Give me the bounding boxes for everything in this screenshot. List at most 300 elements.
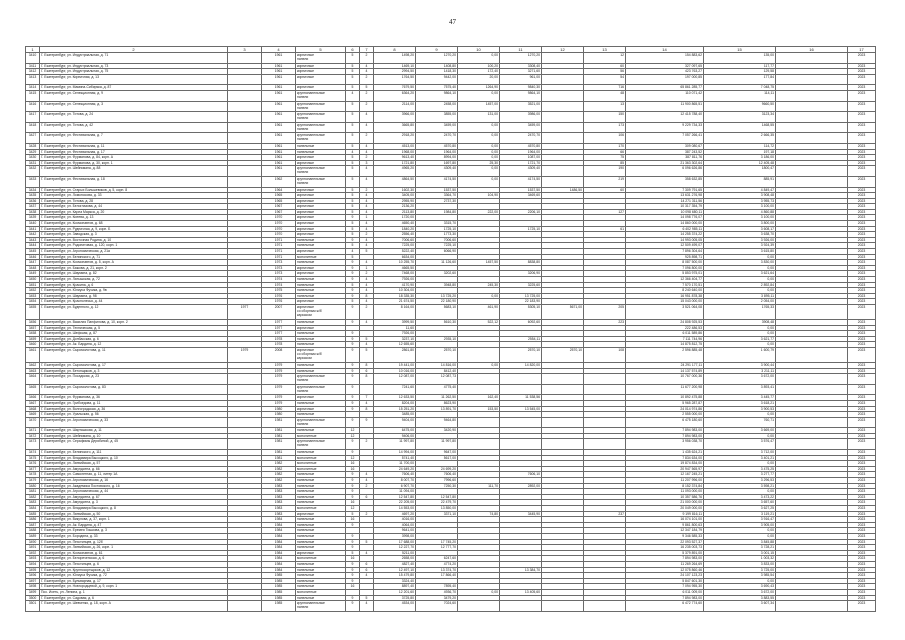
table-cell: 1984 <box>262 528 296 534</box>
table-cell: Г. Екатеринбург, ул. Серафимы Дерябиной, д. 45 <box>40 439 228 450</box>
table-cell: 9 <box>346 271 360 277</box>
table-cell: 1978 <box>262 336 296 342</box>
table-cell: Г. Екатеринбург, ул. Восточная Родина, д. 10 <box>40 237 228 243</box>
table-cell: 21 000 000,00 <box>626 500 704 506</box>
table-cell <box>542 90 584 101</box>
table-cell: 11 094,00 <box>374 489 416 495</box>
table-cell: 1961 <box>262 160 296 166</box>
table-cell: 7 111 744,96 <box>626 336 704 342</box>
table-cell: 0,00 <box>704 578 776 584</box>
table-cell: 14 860 000,00 <box>626 221 704 227</box>
table-cell: 7926,00 <box>374 331 416 337</box>
table-cell: 1 003,32 <box>704 556 776 562</box>
table-cell: 1976 <box>262 299 296 305</box>
table-cell: 2 <box>360 90 374 101</box>
table-cell: 1984 <box>262 539 296 545</box>
table-cell: Г. Екатеринбург, ул. Владимира Высоцкого, д. 10 <box>40 455 228 461</box>
table-cell: Г. Екатеринбург, ул. Старых Большевиков, д. 5, корп. 8 <box>40 187 228 193</box>
table-cell: 7 894 983,00 <box>626 556 704 562</box>
table-cell <box>776 90 848 101</box>
table-cell: 3456 <box>26 319 40 325</box>
table-cell: кирпичные <box>296 550 346 556</box>
table-cell: 2 <box>360 232 374 238</box>
table-cell: 106 <box>584 133 626 144</box>
table-cell: 12 227,70 <box>374 545 416 551</box>
table-cell: 1 <box>360 265 374 271</box>
table-cell: 1984 <box>262 556 296 562</box>
table-cell: 4 <box>360 209 374 215</box>
table-cell: 4 <box>346 149 360 155</box>
table-cell: 4774,20 <box>416 561 458 567</box>
table-cell: 2023 <box>848 198 876 204</box>
table-cell: 1270,20 <box>416 53 458 64</box>
table-cell: 5 <box>346 160 360 166</box>
table-cell: 4 <box>360 221 374 227</box>
table-cell: панельные <box>296 342 346 348</box>
table-cell: 1973 <box>262 271 296 277</box>
table-cell: кирпичные <box>296 406 346 412</box>
table-cell: 1965 <box>262 198 296 204</box>
table-cell <box>542 384 584 395</box>
table-cell: 1979 <box>262 362 296 368</box>
table-cell: 114,72 <box>704 143 776 149</box>
table-cell: 22 180,90 <box>416 299 458 305</box>
table-cell: 6066,90 <box>416 249 458 255</box>
table-cell: 1981 <box>262 450 296 456</box>
table-cell: 4665,50 <box>374 265 416 271</box>
table-cell: 1982 <box>262 472 296 478</box>
table-cell: 19 441,00 <box>374 362 416 368</box>
table-cell: 7 096 800,00 <box>626 265 704 271</box>
table-cell: 4170,90 <box>374 282 416 288</box>
table-cell: 4 860,88 <box>704 209 776 215</box>
table-cell: 0,00 <box>704 533 776 539</box>
table-cell <box>584 384 626 395</box>
table-cell: 1418,30 <box>416 69 458 75</box>
table-cell: 13 850,00 <box>416 506 458 512</box>
table-cell: 1984 <box>262 545 296 551</box>
table-cell: 3 621,77 <box>704 336 776 342</box>
table-cell <box>458 374 500 385</box>
table-cell: 1970 <box>262 232 296 238</box>
table-cell: 1971 <box>262 237 296 243</box>
table-cell: 8897,40 <box>374 584 416 590</box>
table-cell: 1468,55 <box>704 122 776 133</box>
table-cell: 9 <box>346 578 360 584</box>
table-cell: 1979 <box>228 347 262 362</box>
table-cell: Г. Екатеринбург, ул. Белинского, д. 111 <box>40 450 228 456</box>
table-cell: кирпичные <box>296 232 346 238</box>
table-cell: 8838,80 <box>500 260 542 266</box>
table-cell: 5 <box>360 249 374 255</box>
table-cell: 2556,40 <box>374 232 416 238</box>
table-cell <box>500 417 542 428</box>
table-cell: Г. Екатеринбург, ул. Фестивальная, д. 11 <box>40 143 228 149</box>
table-cell: 0,00 <box>458 293 500 299</box>
table-cell: 3 672,00 <box>704 374 776 385</box>
table-cell: 2023 <box>848 63 876 69</box>
table-cell: 309 080,67 <box>626 143 704 149</box>
table-cell: 2023 <box>848 166 876 177</box>
table-cell: 2023 <box>848 461 876 467</box>
table-cell: 2023 <box>848 567 876 573</box>
table-cell: 2 666,35 <box>704 133 776 144</box>
table-cell: 7 309 791,65 <box>626 187 704 193</box>
table-cell: панельные <box>296 500 346 506</box>
table-cell: 61 <box>584 226 626 232</box>
table-cell: 11 677 200,98 <box>626 384 704 395</box>
table-cell: 2023 <box>848 90 876 101</box>
table-cell: Г. Екатеринбург, ул. Шейнкмана, д. 10 <box>40 433 228 439</box>
table-cell: 3 833,00 <box>704 561 776 567</box>
table-cell: 5 <box>346 254 360 260</box>
table-cell: 3454 <box>26 299 40 305</box>
table-cell: 5 <box>346 85 360 91</box>
table-cell: 3449 <box>26 271 40 277</box>
table-cell: 219 <box>584 176 626 187</box>
table-cell: крупнопанельные панели <box>296 166 346 177</box>
table-row <box>26 166 876 177</box>
table-cell: 11 207 996,00 <box>626 478 704 484</box>
table-cell: 9 <box>346 331 360 337</box>
table-cell: 2023 <box>848 249 876 255</box>
table-cell: 2023 <box>848 282 876 288</box>
table-cell: 5 <box>346 204 360 210</box>
table-cell: 3433 <box>26 176 40 187</box>
table-cell: 129,58 <box>704 69 776 75</box>
table-cell <box>228 374 262 385</box>
table-cell: кирпичные <box>296 249 346 255</box>
table-cell: 9 <box>346 489 360 495</box>
table-cell: 1408,80 <box>416 63 458 69</box>
table-cell: Г. Екатеринбург, ул. Титова, д. 42 <box>40 122 228 133</box>
table-cell: 5 <box>346 53 360 64</box>
table-cell: 1979 <box>262 368 296 374</box>
table-cell: 3448 <box>26 265 40 271</box>
table-cell: 3494 <box>26 561 40 567</box>
table-cell: 3 473,22 <box>704 494 776 500</box>
table-cell: панельные <box>296 428 346 434</box>
table-cell: 3 001,15 <box>704 550 776 556</box>
table-cell: 2023 <box>848 160 876 166</box>
table-cell: 6 472 774,60 <box>626 601 704 612</box>
table-cell: 5 847 601,30 <box>626 578 704 584</box>
table-cell: 9864,10 <box>416 90 458 101</box>
table-cell: 0,00 <box>704 277 776 283</box>
table-cell: 925 898,71 <box>626 254 704 260</box>
table-cell: 1800,47 <box>704 166 776 177</box>
table-cell: 3 905,00 <box>704 522 776 528</box>
table-cell: 21 674,50 <box>374 299 416 305</box>
table-cell: 1764,50 <box>374 74 416 85</box>
table-cell <box>584 601 626 612</box>
table-cell: 9 <box>346 494 360 500</box>
table-cell: 1979 <box>262 384 296 395</box>
table-cell: Г. Екатеринбург, ул. Титова, д. 24 <box>40 112 228 123</box>
table-cell: 1725,10 <box>500 226 542 232</box>
table-cell <box>542 601 584 612</box>
table-cell: 9 <box>346 439 360 450</box>
table-cell: 13 725,00 <box>500 293 542 299</box>
table-cell: 2570,10 <box>500 347 542 362</box>
table-cell: 1537,50 <box>500 187 542 193</box>
table-cell <box>776 176 848 187</box>
table-cell: Г. Екатеринбург, ул. Рудничная, д. 9, корп. Б <box>40 226 228 232</box>
table-cell: 9 <box>346 450 360 456</box>
table-cell: 3 830,00 <box>704 260 776 266</box>
table-cell: 3 627,25 <box>704 506 776 512</box>
table-row <box>26 101 876 112</box>
table-body <box>26 47 876 612</box>
table-cell: 17 688,00 <box>374 539 416 545</box>
table-cell: 3465 <box>26 384 40 395</box>
table-cell: 1971 <box>262 249 296 255</box>
table-cell: 13 405,60 <box>500 589 542 595</box>
table-cell: 162,40 <box>458 395 500 401</box>
table-cell: 1983 <box>262 506 296 512</box>
table-cell: 3458 <box>26 331 40 337</box>
table-cell: 2023 <box>848 69 876 75</box>
table-cell: 0,00 <box>458 166 500 177</box>
table-cell: 7241,60 <box>374 384 416 395</box>
table-cell: 5 <box>346 101 360 112</box>
table-cell: Г. Екатеринбург, ул. Сыромолотова, д. 11 <box>40 347 228 362</box>
table-cell: 2 <box>360 483 374 489</box>
table-cell: 3 608,17 <box>704 226 776 232</box>
table-cell: 9 <box>346 539 360 545</box>
table-cell: 16 <box>346 461 360 467</box>
table-cell: панельные <box>296 489 346 495</box>
table-cell: 2658,00 <box>374 556 416 562</box>
table-cell: кирпичные <box>296 265 346 271</box>
table-cell: 3999,50 <box>374 319 416 325</box>
table-cell: 3466 <box>26 395 40 401</box>
table-cell: 3908,48 <box>704 319 776 325</box>
table-cell: 24 291 177,11 <box>626 362 704 368</box>
table-cell: 16 074 101,00 <box>626 517 704 523</box>
table-cell: 2023 <box>848 584 876 590</box>
table-cell: 10 767 000,36 <box>626 374 704 385</box>
table-cell: панельные <box>296 412 346 418</box>
table-cell: 2023 <box>848 384 876 395</box>
table-cell: кирпичные <box>296 74 346 85</box>
table-cell: 8 <box>360 362 374 368</box>
table-cell: 6 <box>360 567 374 573</box>
table-cell: 1765,33 <box>704 304 776 319</box>
table-cell: 0,00 <box>458 90 500 101</box>
table-cell: 6364,20 <box>374 90 416 101</box>
table-cell: 1977 <box>262 319 296 325</box>
table-cell: 0,00 <box>458 53 500 64</box>
table-row <box>26 384 876 395</box>
table-cell: 3481 <box>26 489 40 495</box>
table-cell: Г. Екатеринбург, ул. Шевченко, д. 18, корп. А <box>40 601 228 612</box>
table-cell: панельные <box>296 545 346 551</box>
table-cell: 4 <box>360 204 374 210</box>
table-cell: 2 <box>360 101 374 112</box>
table-cell: 16 <box>346 500 360 506</box>
table-cell: 9 <box>346 260 360 266</box>
column-number-cell: 15 <box>704 47 776 53</box>
table-cell: 2023 <box>848 53 876 64</box>
table-cell: панельные <box>296 336 346 342</box>
table-cell: 12 405,48 <box>704 160 776 166</box>
table-cell: 3324,40 <box>374 578 416 584</box>
table-cell: 5 <box>346 176 360 187</box>
table-cell: 16 <box>346 517 360 523</box>
table-cell: 3488 <box>26 528 40 534</box>
table-cell: 6 011 589,86 <box>626 331 704 337</box>
table-cell: 5 379 891,00 <box>626 550 704 556</box>
table-cell: 10 255,70 <box>374 260 416 266</box>
table-cell: 3415 <box>26 90 40 101</box>
table-cell: 14 255 374,22 <box>626 232 704 238</box>
table-cell: 1964,00 <box>500 149 542 155</box>
table-cell: 4 <box>360 472 374 478</box>
table-cell: 1981 <box>262 417 296 428</box>
table-cell: панельные <box>296 368 346 374</box>
table-cell: 2023 <box>848 260 876 266</box>
table-cell: 0,00 <box>704 342 776 348</box>
table-cell: 16 <box>346 584 360 590</box>
table-cell: 2023 <box>848 112 876 123</box>
table-cell: 1971 <box>262 243 296 249</box>
table-cell: 237 <box>584 511 626 517</box>
table-row <box>26 53 876 64</box>
table-cell: 12 777,70 <box>416 545 458 551</box>
housing-registry-table <box>25 46 876 612</box>
table-cell: 2023 <box>848 74 876 85</box>
table-cell: 3 900,44 <box>704 362 776 368</box>
table-cell: 4 <box>360 143 374 149</box>
table-cell: 9 <box>346 406 360 412</box>
table-cell: 1971 <box>262 254 296 260</box>
table-cell <box>228 101 262 112</box>
table-cell: 4 <box>360 478 374 484</box>
table-cell: 3490 <box>26 539 40 545</box>
table-cell: 3445 <box>26 249 40 255</box>
table-cell: Г. Екатеринбург, ул. Крупносортщиков, д. 12 <box>40 567 228 573</box>
table-cell: 3484 <box>26 506 40 512</box>
table-cell: 12 347 184,79 <box>626 528 704 534</box>
table-cell: 3 657,60 <box>704 500 776 506</box>
column-number-cell: 2 <box>40 47 228 53</box>
table-cell: 172,40 <box>458 69 500 75</box>
table-cell: 2023 <box>848 433 876 439</box>
table-cell: 1457,00 <box>458 101 500 112</box>
table-cell: 1983 <box>262 489 296 495</box>
table-cell: 4309,40 <box>500 166 542 177</box>
table-cell: Г. Екатеринбург, ул. Агрономическая, д. 44 <box>40 489 228 495</box>
table-cell: 4 <box>360 601 374 612</box>
table-cell: 3 521 064,08 <box>626 304 704 319</box>
table-cell: Г. Екатеринбург, ул. Еремея Тишкова, д. 3 <box>40 528 228 534</box>
table-cell: 2023 <box>848 578 876 584</box>
table-cell: 2 892,84 <box>704 282 776 288</box>
table-cell: 9 <box>346 368 360 374</box>
table-cell: 65 861 285,77 <box>626 85 704 91</box>
table-cell: 1961 <box>262 155 296 161</box>
table-cell: крупнопанельные панели <box>296 176 346 187</box>
table-cell: 4534,00 <box>374 601 416 612</box>
table-cell: Г. Екатеринбург, ул. Юлиуса Фучика, д. 9в <box>40 288 228 294</box>
table-cell: 4016,00 <box>374 517 416 523</box>
table-cell: 5 <box>346 550 360 556</box>
table-cell: 5741,40 <box>374 455 416 461</box>
table-cell: Г. Екатеринбург, ул. Посадская, д. 23 <box>40 374 228 385</box>
table-cell: Г. Екатеринбург, ул. Бульварная, д. 17 <box>40 578 228 584</box>
table-cell: 2136,20 <box>374 204 416 210</box>
table-cell: 4 <box>360 226 374 232</box>
table-cell: 7 894 983,00 <box>626 428 704 434</box>
table-cell: панельные <box>296 561 346 567</box>
table-cell: панельные <box>296 450 346 456</box>
table-cell: 7679,50 <box>374 85 416 91</box>
table-cell: 4 849,47 <box>704 187 776 193</box>
table-cell: 6634,00 <box>374 254 416 260</box>
table-cell: монолитные <box>296 506 346 512</box>
table-cell: 4936,70 <box>416 589 458 595</box>
table-cell: 13 725,20 <box>416 293 458 299</box>
table-cell: 3451 <box>26 282 40 288</box>
table-cell: 9660,50 <box>704 101 776 112</box>
table-cell <box>542 101 584 112</box>
table-cell: 2023 <box>848 187 876 193</box>
column-number-cell: 16 <box>776 47 848 53</box>
table-cell: Г. Екатеринбург, ул. Космонавтов, д. 61 <box>40 550 228 556</box>
table-cell: 2023 <box>848 176 876 187</box>
table-cell: 7250,30 <box>416 483 458 489</box>
table-row <box>26 439 876 450</box>
table-cell: Г. Екатеринбург, ул. Бетонщиков, д. 3 <box>40 368 228 374</box>
table-cell: 1961 <box>262 149 296 155</box>
table-cell: 1985 <box>262 578 296 584</box>
table-cell: кирпичные <box>296 63 346 69</box>
table-cell: 1985 <box>262 589 296 595</box>
table-cell: 2023 <box>848 573 876 579</box>
table-cell: 2 <box>360 155 374 161</box>
table-cell: 15 251,20 <box>374 406 416 412</box>
table-cell: 12 201,60 <box>374 589 416 595</box>
table-cell <box>228 74 262 85</box>
table-cell <box>228 122 262 133</box>
table-cell: 5 <box>346 166 360 177</box>
table-cell: Г. Екатеринбург, ул. Донбасская, д. 6 <box>40 336 228 342</box>
table-cell: монолитные <box>296 433 346 439</box>
table-cell: 5 <box>346 232 360 238</box>
table-cell: 14 875 812,75 <box>626 342 704 348</box>
table-cell: 3 900,53 <box>704 406 776 412</box>
table-cell: 2023 <box>848 299 876 305</box>
table-cell: 4697,20 <box>374 511 416 517</box>
table-cell: 8 152 374,84 <box>626 483 704 489</box>
table-cell: панельные <box>296 595 346 601</box>
table-cell: 2935,10 <box>416 336 458 342</box>
table-cell: 1961 <box>262 122 296 133</box>
table-cell: Г. Екатеринбург, ул. Академика Постовского, д. 16 <box>40 483 228 489</box>
table-cell: кирпичные <box>296 395 346 401</box>
table-cell: Г. Екатеринбург, ул. Фурманова, д. 84, корп. А <box>40 155 228 161</box>
table-row <box>26 74 876 85</box>
table-cell: 22 205,00 <box>374 500 416 506</box>
table-cell: панельные <box>296 400 346 406</box>
table-cell: 1725,10 <box>416 226 458 232</box>
table-cell: 1970 <box>262 215 296 221</box>
table-cell: 0,00 <box>704 254 776 260</box>
table-cell: 7225,10 <box>416 243 458 249</box>
table-cell: 54 <box>584 74 626 85</box>
table-cell: 3467 <box>26 400 40 406</box>
